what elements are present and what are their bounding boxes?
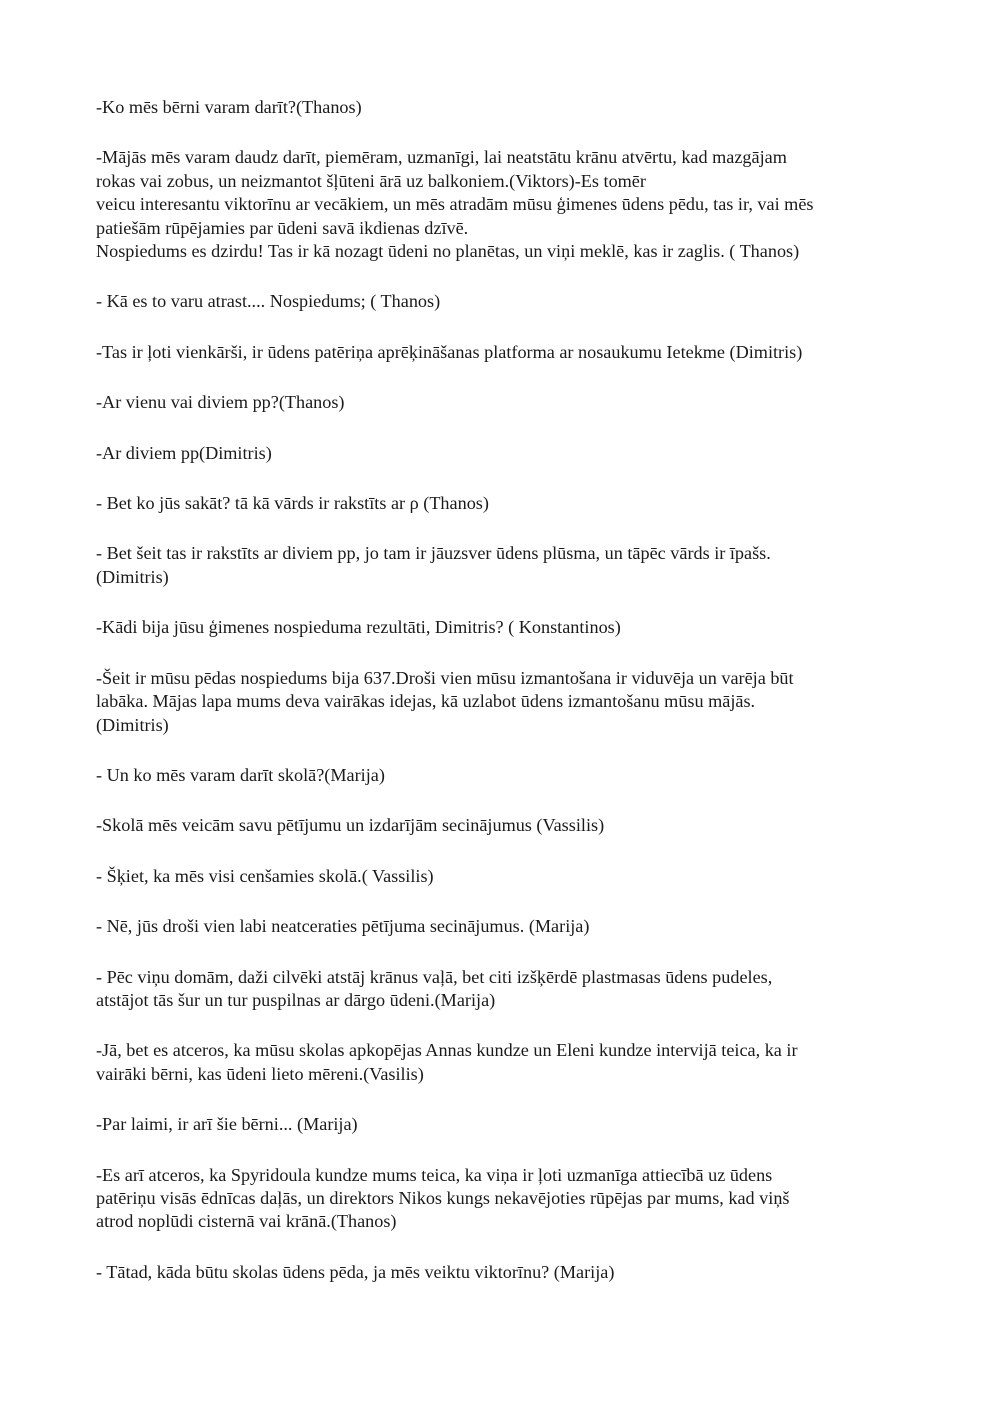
dialogue-line: - Tātad, kāda būtu skolas ūdens pēda, ja mēs veiktu viktorīnu? (Marija)	[96, 1261, 615, 1282]
dialogue-line: -Es arī atceros, ka Spyridoula kundze mums teica, ka viņa ir ļoti uzmanīga attiecībā uz ūdens patēriņu visās ēdnīcas daļās, un direktors Nikos kungs nekavējoties rūpējas par mums, kad viņš atrod noplūdi cisternā vai krānā.(Thanos)	[96, 1164, 790, 1232]
dialogue-line: - Šķiet, ka mēs visi cenšamies skolā.( Vassilis)	[96, 865, 434, 886]
dialogue-line: -Skolā mēs veicām savu pētījumu un izdarījām secinājumus (Vassilis)	[96, 815, 605, 836]
dialogue-line: -Ar diviem pp(Dimitris)	[96, 442, 272, 463]
dialogue-line: -Mājās mēs varam daudz darīt, piemēram, uzmanīgi, lai neatstātu krānu atvērtu, kad mazgājam rokas vai zobus, un neizmantot šļūteni ārā uz balkoniem.(Viktors)-Es tomēr veicu interesantu viktorīnu ar vecākiem, un mēs atradām mūsu ģimenes ūdens pēdu, tas ir, vai mēs patiešām rūpējamies par ūdeni savā ikdienas dzīvē. Nospiedums es dzirdu! Tas ir kā nozagt ūdeni no planētas, un viņi meklē, kas ir zaglis. ( Thanos)	[96, 147, 814, 262]
dialogue-line: -Tas ir ļoti vienkārši, ir ūdens patēriņa aprēķināšanas platforma ar nosaukumu Ietekme (Dimitris)	[96, 341, 803, 362]
dialogue-line: -Kādi bija jūsu ģimenes nospieduma rezultāti, Dimitris? ( Konstantinos)	[96, 617, 621, 638]
document-page	[96, 96, 908, 1311]
dialogue-line: - Pēc viņu domām, daži cilvēki atstāj krānus vaļā, bet citi izšķērdē plastmasas ūdens pudeles, atstājot tās šur un tur puspilnas ar dārgo ūdeni.(Marija)	[96, 966, 773, 1010]
dialogue-line: -Par laimi, ir arī šie bērni... (Marija)	[96, 1114, 358, 1135]
dialogue-line: -Ko mēs bērni varam darīt?(Thanos)	[96, 97, 362, 117]
dialogue-line: - Nē, jūs droši vien labi neatceraties pētījuma secinājumus. (Marija)	[96, 916, 590, 937]
dialogue-line: - Kā es to varu atrast.... Nospiedums; ( Thanos)	[96, 291, 441, 312]
dialogue-line: -Ar vienu vai diviem pp?(Thanos)	[96, 392, 345, 413]
dialogue-line: - Bet ko jūs sakāt? tā kā vārds ir rakstīts ar ρ (Thanos)	[96, 493, 489, 514]
dialogue-line: -Šeit ir mūsu pēdas nospiedums bija 637.Droši vien mūsu izmantošana ir viduvēja un varēja būt labāka. Mājas lapa mums deva vairākas idejas, kā uzlabot ūdens izmantošanu mūsu mājās. (Dimitris)	[96, 667, 794, 735]
dialogue-line: - Bet šeit tas ir rakstīts ar diviem pp, jo tam ir jāuzsver ūdens plūsma, un tāpēc vārds ir īpašs. (Dimitris)	[96, 543, 771, 587]
dialogue-line: -Jā, bet es atceros, ka mūsu skolas apkopējas Annas kundze un Eleni kundze intervijā teica, ka ir vairāki bērni, kas ūdeni lieto mēreni.(Vasilis)	[96, 1040, 798, 1084]
dialogue-line: - Un ko mēs varam darīt skolā?(Marija)	[96, 764, 385, 785]
